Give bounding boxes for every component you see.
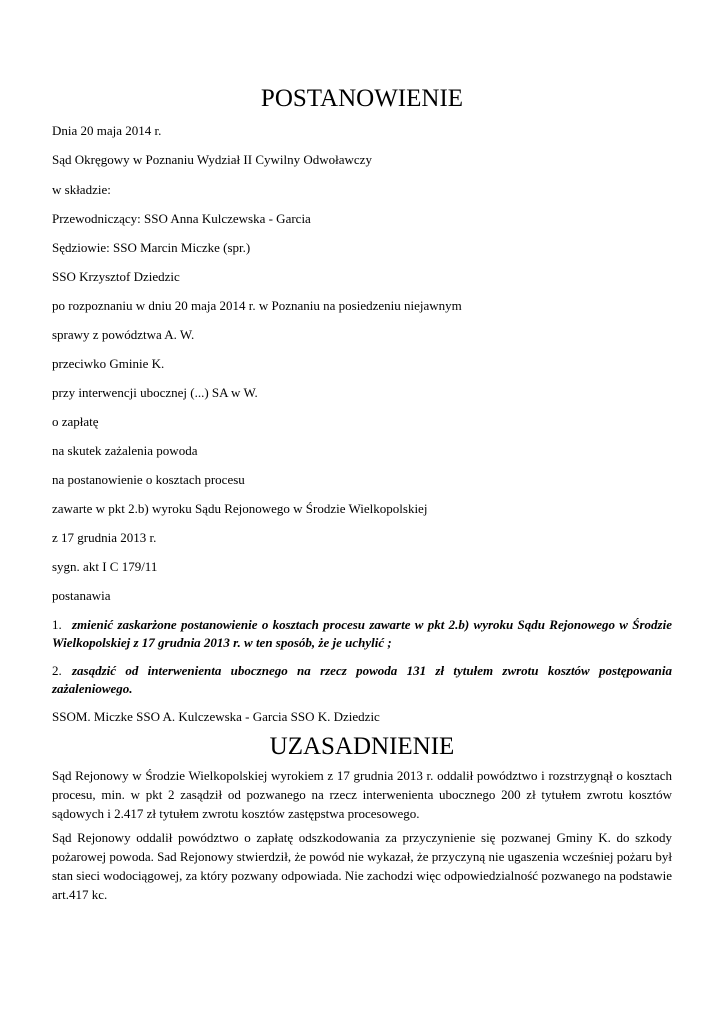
judgment-ref-line: zawarte w pkt 2.b) wyroku Sądu Rejonowego w Środzie Wielkopolskiej [52, 501, 428, 516]
ruling-text: zmienić zaskarżone postanowienie o kosztach procesu zawarte w pkt 2.b) wyroku Sądu Rejonowego w Środzie Wielkopolskiej z 17 grudnia 2013 r. w ten sposób, że je uchylić ; [52, 617, 672, 650]
date-line: Dnia 20 maja 2014 r. [52, 123, 162, 138]
judge-line: SSO Krzysztof Dziedzic [52, 269, 180, 284]
judges-line: Sędziowie: SSO Marcin Miczke (spr.) [52, 240, 251, 255]
signatures-line: SSOM. Miczke SSO A. Kulczewska - Garcia SSO K. Dziedzic [52, 709, 380, 724]
ruling-number: 1. [52, 617, 62, 632]
hearing-line: po rozpoznaniu w dniu 20 maja 2014 r. w Poznaniu na posiedzeniu niejawnym [52, 298, 462, 313]
decides-line: postanawia [52, 588, 111, 603]
decision-line: na postanowienie o kosztach procesu [52, 472, 245, 487]
justification-paragraph-1: Sąd Rejonowy w Środzie Wielkopolskiej wyrokiem z 17 grudnia 2013 r. oddalił powództwo i rozstrzygnął o kosztach procesu, min. w pkt 2 zasądził od pozwanego na rzecz interwenienta ubocznego 200 zł tytułem zwrotu kosztów sądowych i 2.417 zł tytułem zwrotu kosztów zastępstwa procesowego. [52, 768, 672, 821]
plaintiff-line: sprawy z powództwa A. W. [52, 327, 195, 342]
composition-label: w składzie: [52, 182, 111, 197]
court-line: Sąd Okręgowy w Poznaniu Wydział II Cywilny Odwoławczy [52, 152, 372, 167]
complaint-line: na skutek zażalenia powoda [52, 443, 198, 458]
ruling-number: 2. [52, 663, 62, 678]
ruling-item-2 [52, 662, 672, 698]
justification-title: UZASADNIENIE [269, 733, 455, 760]
ruling-text: zasądzić od interwenienta ubocznego na rzecz powoda 131 zł tytułem zwrotu kosztów postępowania zażaleniowego. [52, 663, 672, 696]
ruling-item-1 [52, 616, 672, 652]
justification-paragraph-2: Sąd Rejonowy oddalił powództwo o zapłatę odszkodowania za przyczynienie się pozwanej Gminy K. do szkody pożarowej powoda. Sad Rejonowy stwierdził, że powód nie wykazał, że przyczyną nie ugaszenia wcześniej pożaru był stan sieci wodociągowej, za który pozwany odpowiada. Nie zachodzi więc odpowiedzialność pozwanego na podstawie art.417 kc. [52, 830, 672, 902]
document-title: POSTANOWIENIE [260, 85, 464, 112]
subject-line: o zapłatę [52, 414, 99, 429]
judgment-date-line: z 17 grudnia 2013 r. [52, 530, 157, 545]
case-number-line: sygn. akt I C 179/11 [52, 559, 158, 574]
defendant-line: przeciwko Gminie K. [52, 356, 165, 371]
presiding-judge-line: Przewodniczący: SSO Anna Kulczewska - Garcia [52, 211, 311, 226]
intervener-line: przy interwencji ubocznej (...) SA w W. [52, 385, 258, 400]
